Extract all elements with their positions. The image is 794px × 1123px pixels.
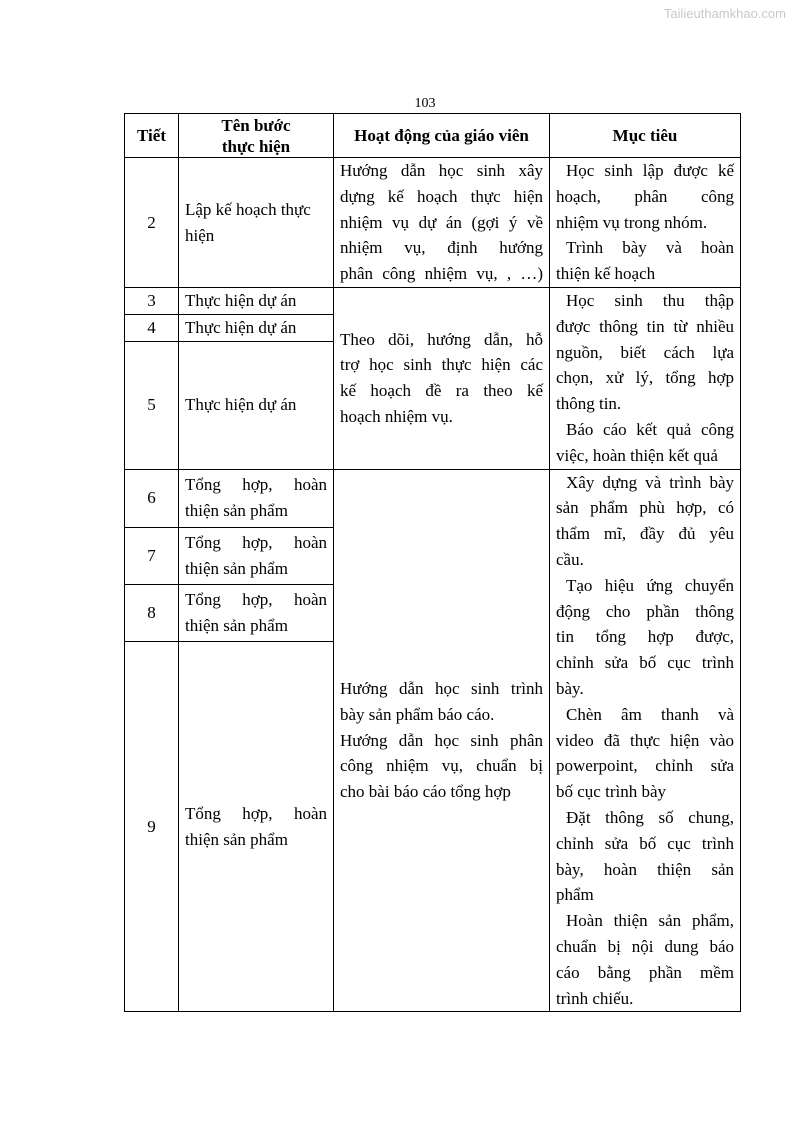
table-row	[125, 158, 741, 288]
objective-line: Trình bày và hoàn	[566, 238, 734, 258]
activity-line: nhiệm vụ dự án (gợi ý về	[340, 212, 543, 232]
activity-line: Hướng dẫn học sinh xây	[340, 161, 543, 180]
step-cell: Thực hiện dự án	[179, 342, 334, 469]
activity-line: bày sản phẩm báo cáo.	[340, 704, 495, 724]
objective-line: chỉnh sửa bố cục trình	[556, 833, 734, 853]
step-cell: Lập kế hoạch thực hiện	[179, 158, 334, 288]
header-hoat-dong: Hoạt động của giáo viên	[334, 114, 550, 158]
tiet-cell: 9	[125, 641, 179, 1012]
activity-line: phân công nhiệm vụ, , …)	[340, 264, 543, 284]
activity-line: Hướng dẫn học sinh phân	[340, 730, 543, 750]
objective-line: Tạo hiệu ứng chuyển	[566, 575, 734, 595]
activity-line: cho bài báo cáo tổng hợp	[340, 782, 511, 802]
tiet-cell: 3	[125, 288, 179, 315]
objective-line: chọn, xử lý, tổng hợp	[556, 368, 734, 388]
objective-line: chỉnh sửa bố cục trình	[556, 653, 734, 673]
objective-line: phẩm	[556, 885, 594, 905]
objective-line: hoạch, phân công	[556, 186, 734, 206]
step-line: thiện sản phẩm	[185, 501, 288, 521]
objective-line: Hoàn thiện sản phẩm,	[566, 911, 734, 931]
tiet-cell: 6	[125, 469, 179, 527]
objective-cell	[550, 469, 741, 1012]
lesson-plan-table	[124, 113, 741, 1012]
tiet-cell: 2	[125, 158, 179, 288]
activity-line: trợ học sinh thực hiện các	[340, 355, 543, 375]
objective-line: thiện kế hoạch	[556, 264, 656, 284]
step-line: Tổng hợp, hoàn	[185, 803, 327, 823]
objective-line: video đã thực hiện vào	[556, 730, 734, 750]
objective-cell	[550, 158, 741, 288]
objective-line: sản phẩm phù hợp, có	[556, 498, 734, 518]
step-cell: Thực hiện dự án	[179, 288, 334, 315]
activity-line: Theo dõi, hướng dẫn, hỗ	[340, 329, 543, 349]
objective-line: Học sinh thu thập	[566, 291, 734, 310]
table-row	[125, 288, 741, 315]
objective-line: bày.	[556, 678, 584, 698]
activity-cell	[334, 469, 550, 1012]
step-line: Tổng hợp, hoàn	[185, 532, 327, 552]
step-line: thiện sản phẩm	[185, 829, 288, 849]
step-cell	[179, 469, 334, 527]
objective-line: tin tổng hợp được,	[556, 627, 734, 647]
watermark: Tailieuthamkhao.com	[663, 6, 786, 21]
objective-line: Báo cáo kết quả công	[566, 419, 734, 439]
objective-line: powerpoint, chỉnh sửa	[556, 756, 734, 776]
objective-line: Xây dựng và trình bày	[566, 472, 734, 492]
activity-line: kế hoạch đề ra theo kế	[340, 381, 543, 401]
step-cell: Thực hiện dự án	[179, 315, 334, 342]
table-row	[125, 469, 741, 527]
step-cell	[179, 584, 334, 641]
objective-line: trình chiếu.	[556, 988, 634, 1008]
tiet-cell: 7	[125, 527, 179, 584]
objective-line: Chèn âm thanh và	[566, 704, 734, 724]
objective-line: Đặt thông số chung,	[566, 807, 734, 827]
objective-line: động cho phần thông	[556, 601, 734, 621]
objective-line: thông tin.	[556, 394, 622, 414]
step-line: Tổng hợp, hoàn	[185, 589, 327, 609]
objective-line: cáo bằng phần mềm	[556, 962, 734, 982]
objective-line: cầu.	[556, 549, 584, 569]
header-muc-tieu: Mục tiêu	[550, 114, 741, 158]
header-ten-buoc-line1: Tên bước	[221, 115, 291, 135]
tiet-cell: 4	[125, 315, 179, 342]
tiet-cell: 5	[125, 342, 179, 469]
table-header-row	[125, 114, 741, 158]
objective-line: Học sinh lập được kế	[566, 161, 734, 180]
objective-line: thẩm mĩ, đầy đủ yêu	[556, 524, 734, 544]
activity-line: nhiệm vụ, định hướng	[340, 238, 543, 258]
header-tiet: Tiết	[125, 114, 179, 158]
activity-cell	[334, 288, 550, 470]
step-cell	[179, 527, 334, 584]
objective-line: nguồn, biết cách lựa	[556, 342, 734, 362]
objective-line: việc, hoàn thiện kết quả	[556, 445, 718, 465]
header-ten-buoc-line2: thực hiện	[221, 136, 291, 156]
objective-line: bố cục trình bày	[556, 782, 666, 802]
objective-line: chuẩn bị nội dung báo	[556, 936, 734, 956]
activity-cell	[334, 158, 550, 288]
step-line: thiện sản phẩm	[185, 558, 288, 578]
step-line: thiện sản phẩm	[185, 615, 288, 635]
objective-line: được thông tin từ nhiều	[556, 316, 734, 336]
step-line: Tổng hợp, hoàn	[185, 475, 327, 495]
objective-cell	[550, 288, 741, 470]
objective-line: nhiệm vụ trong nhóm.	[556, 212, 708, 232]
activity-line: hoạch nhiệm vụ.	[340, 407, 453, 427]
header-ten-buoc	[179, 114, 334, 158]
objective-line: bày, hoàn thiện sản	[556, 859, 734, 879]
activity-line: dựng kế hoạch thực hiện	[340, 186, 543, 206]
page-number: 103	[414, 96, 436, 111]
activity-line: Hướng dẫn học sinh trình	[340, 678, 543, 698]
tiet-cell: 8	[125, 584, 179, 641]
step-cell	[179, 641, 334, 1012]
activity-line: công nhiệm vụ, chuẩn bị	[340, 756, 543, 776]
